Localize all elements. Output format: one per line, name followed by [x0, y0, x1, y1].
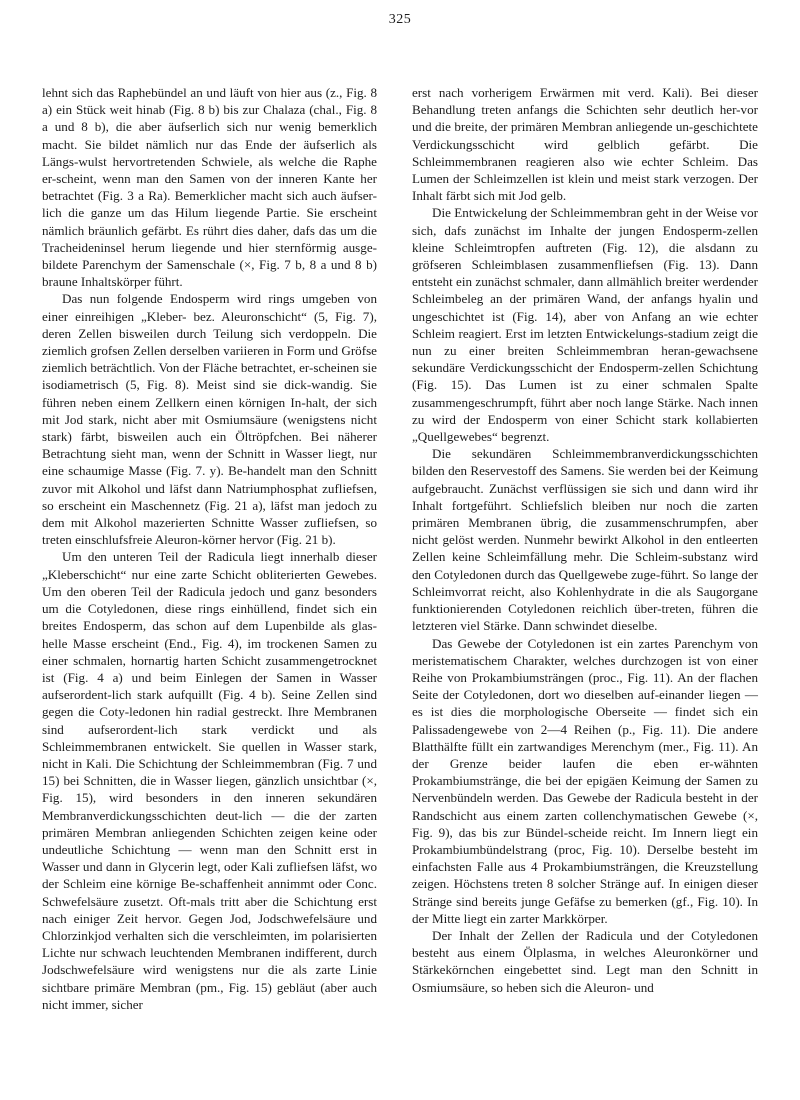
- paragraph: Die Entwickelung der Schleimmembran geht in der Weise vor sich, dafs zunächst im Inhalte der jungen Endosperm-zellen kleine Schleimtropfen auftreten (Fig. 12), die alsdann zu gröfseren Schleimblasen zusammenfliefsen (Fig. 13). Dann entsteht ein zunächst schmaler, dann allmählich breiter werdender Schleimbeleg an der primären Wand, der anfangs hyalin und ungeschichtet ist (Fig. 14), aber von Anfang an wie echter Schleim reagiert. Erst im letzten Entwickelungs-stadium zeigt die nun zu einer breiten Schleimmembran heran-gewachsene sekundäre Verdickungsschicht der Endosperm-zellen Schichtung (Fig. 15). Das Lumen ist zu einer schmalen Spalte zusammengeschrumpft, führt aber noch lange Stärke. Nach innen zu wird der Endosperm von einer Schicht stark kollabierten „Quellgewebes“ begrenzt.: [412, 205, 758, 445]
- left-column: [42, 84, 377, 1013]
- paragraph: Die sekundären Schleimmembranverdickungsschichten bilden den Reservestoff des Samens. Sie werden bei der Keimung aufgebraucht. Zunächst verflüssigen sie sich und dann wird ihr Inhalt fortgeführt. Schliefslich bleiben nur noch die zarten primären Membranen übrig, die zusammenschrumpfen, aber nicht gelöst werden. Nunmehr bewirkt Alkohol in den entleerten Zellen keine Schleimfällung mehr. Die Schleim-substanz wird den Cotyledonen durch das Quellgewebe zuge-führt. So lange der Schleimvorrat reicht, also Kohlenhydrate in die als Saugorgane funktionierenden Cotyledonen reichlich über-treten, führen die letzteren viel Stärke. Dann schwindet dieselbe.: [412, 446, 758, 634]
- paragraph: Das nun folgende Endosperm wird rings umgeben von einer einreihigen „Kleber- bez. Aleuronschicht“ (5, Fig. 7), deren Zellen bisweilen durch Teilung sich verdoppeln. Die ziemlich grofsen Zellen derselben variieren in Form und Gröfse ziemlich beträchtlich. Von der Fläche betrachtet, er-scheinen sie isodiametrisch (5, Fig. 8). Meist sind sie dick-wandig. Sie führen neben einem Zellkern einen körnigen In-halt, der sich mit Jod stark, nicht aber mit Osmiumsäure (wenigstens nicht stark) färbt, bisweilen auch ein Öltröpfchen. Bei näherer Betrachtung sieht man, wenn der Schnitt in Wasser liegt, nur eine schaumige Masse (Fig. 7. y). Be-handelt man den Schnitt zuvor mit Alkohol und läfst dann Natriumphosphat zufliefsen, so erscheint ein Maschennetz (Fig. 21 a), läfst man jedoch zu dem mit Alkohol mazerierten Schnitte Wasser zufliefsen, so treten einschlufsfreie Aleuron-körner hervor (Fig. 21 b).: [42, 291, 377, 548]
- paragraph: lehnt sich das Raphebündel an und läuft von hier aus (z., Fig. 8 a) ein Stück weit hinab (Fig. 8 b) bis zur Chalaza (chal., Fig. 8 a und 8 b), die aber äufserlich sich nur wenig bemerklich macht. Sie bildet nämlich nur das Ende der äufserlich als Längs-wulst hervortretenden Schwiele, als welche die Raphe er-scheint, wenn man den Samen von der inneren Kante her betrachtet (Fig. 3 a Ra). Bemerklicher macht sich auch äufser-lich die ganze um das Hilum liegende Partie. Sie erscheint nämlich bräunlich gefärbt. Es rührt dies daher, dafs das um die Tracheideninsel herum liegende und hier sternförmig ausge-bildete Parenchym der Samenschale (×, Fig. 7 b, 8 a und 8 b) braune Inhaltskörper führt.: [42, 85, 377, 290]
- paragraph: Das Gewebe der Cotyledonen ist ein zartes Parenchym von meristematischem Charakter, welches durchzogen ist von einer Reihe von Prokambiumsträngen (proc., Fig. 11). An der flachen Seite der Cotyledonen, dort wo dieselben auf-einander liegen — es ist dies die morphologische Oberseite — findet sich ein Palissadengewebe von 2—4 Reihen (p., Fig. 11). Die andere Blatthälfte füllt ein zartwandiges Merenchym (mer., Fig. 11). An der Grenze beider laufen die eben er-wähnten Prokambiumstränge, die bei der epigäen Keimung der Samen zu Nervenbündeln werden. Das Gewebe der Radicula besteht in der Randschicht aus einem zarten collenchymatischen Gewebe (×, Fig. 9), das bis zur Bündel-scheide reicht. Im Innern liegt ein Prokambiumbündelstrang (proc, Fig. 10). Derselbe besteht im einfachsten Falle aus 4 Prokambiumsträngen, die Kreuzstellung zeigen. Höchstens treten 8 solcher Stränge auf. In einigen dieser Stränge sind bereits junge Gefäfse zu bemerken (gf., Fig. 10). In der Mitte liegt ein zarter Markkörper.: [412, 635, 758, 926]
- paragraph: Der Inhalt der Zellen der Radicula und der Cotyledonen besteht aus einem Ölplasma, in welches Aleuronkörner und Stärkekörnchen eingebettet sind. Legt man den Schnitt in Osmiumsäure, so heben sich die Aleuron- und: [412, 927, 758, 995]
- right-column: [412, 84, 758, 996]
- page-number: 325: [388, 12, 412, 27]
- paragraph: Um den unteren Teil der Radicula liegt innerhalb dieser „Kleberschicht“ nur eine zarte Schicht obliterierten Gewebes. Um den oberen Teil der Radicula jedoch und ganz besonders um die Cotyledonen, diese rings einhüllend, findet sich ein breites Endosperm, das schon auf dem Lupenbilde als glas-helle Masse erscheint (End., Fig. 4), im trockenen Samen zu einer schmalen, hornartig harten Schicht zusammengetrocknet ist (Fig. 4 a) und beim Einlegen der Samen in Wasser aufserordent-lich stark aufquillt (Fig. 4 b). Seine Zellen sind gegen die Coty-ledonen hin radial gestreckt. Ihre Membranen sind aufserordent-lich stark verdickt und als Schleimmembranen entwickelt. Sie quellen in Wasser stark, nicht in Kali. Die Schichtung der Schleimmembran (Fig. 7 und 15) bei Schnitten, die in Wasser liegen, gänzlich unsichtbar (×, Fig. 15), wird besonders in den inneren sekundären Membranverdickungsschichten deut-lich — die der zarten primären Membran anliegenden Schichten zeigen keine oder undeutliche Schichtung — wenn man den Schnitt erst in Wasser und dann in Glycerin legt, oder Kali zufliefsen läfst, wo der Schleim eine körnige Be-schaffenheit annimmt oder Conc. Schwefelsäure zusetzt. Oft-mals tritt aber die Schichtung erst nach einiger Zeit hervor. Gegen Jod, Jodschwefelsäure und Chlorzinkjod verhalten sich die verschleimten, im polarisierten Lichte nur schwach leuchtenden Membranen indifferent, durch Jodschwefelsäure wird wenigstens nur die als zarte Linie sichtbare primäre Membran (pm., Fig. 15) gebläut (aber auch nicht immer, sicher: [42, 549, 377, 1012]
- paragraph: erst nach vorherigem Erwärmen mit verd. Kali). Bei dieser Behandlung treten anfangs die Schichten sehr deutlich her-vor und die breite, der primären Membran anliegende un-geschichtete Verdickungsschicht wird gelblich gefärbt. Die Schleimmembranen reagieren also wie echter Schleim. Das Lumen der Schleimzellen ist klein und meist stark verzogen. Der Inhalt färbt sich mit Jod gelb.: [412, 85, 758, 204]
